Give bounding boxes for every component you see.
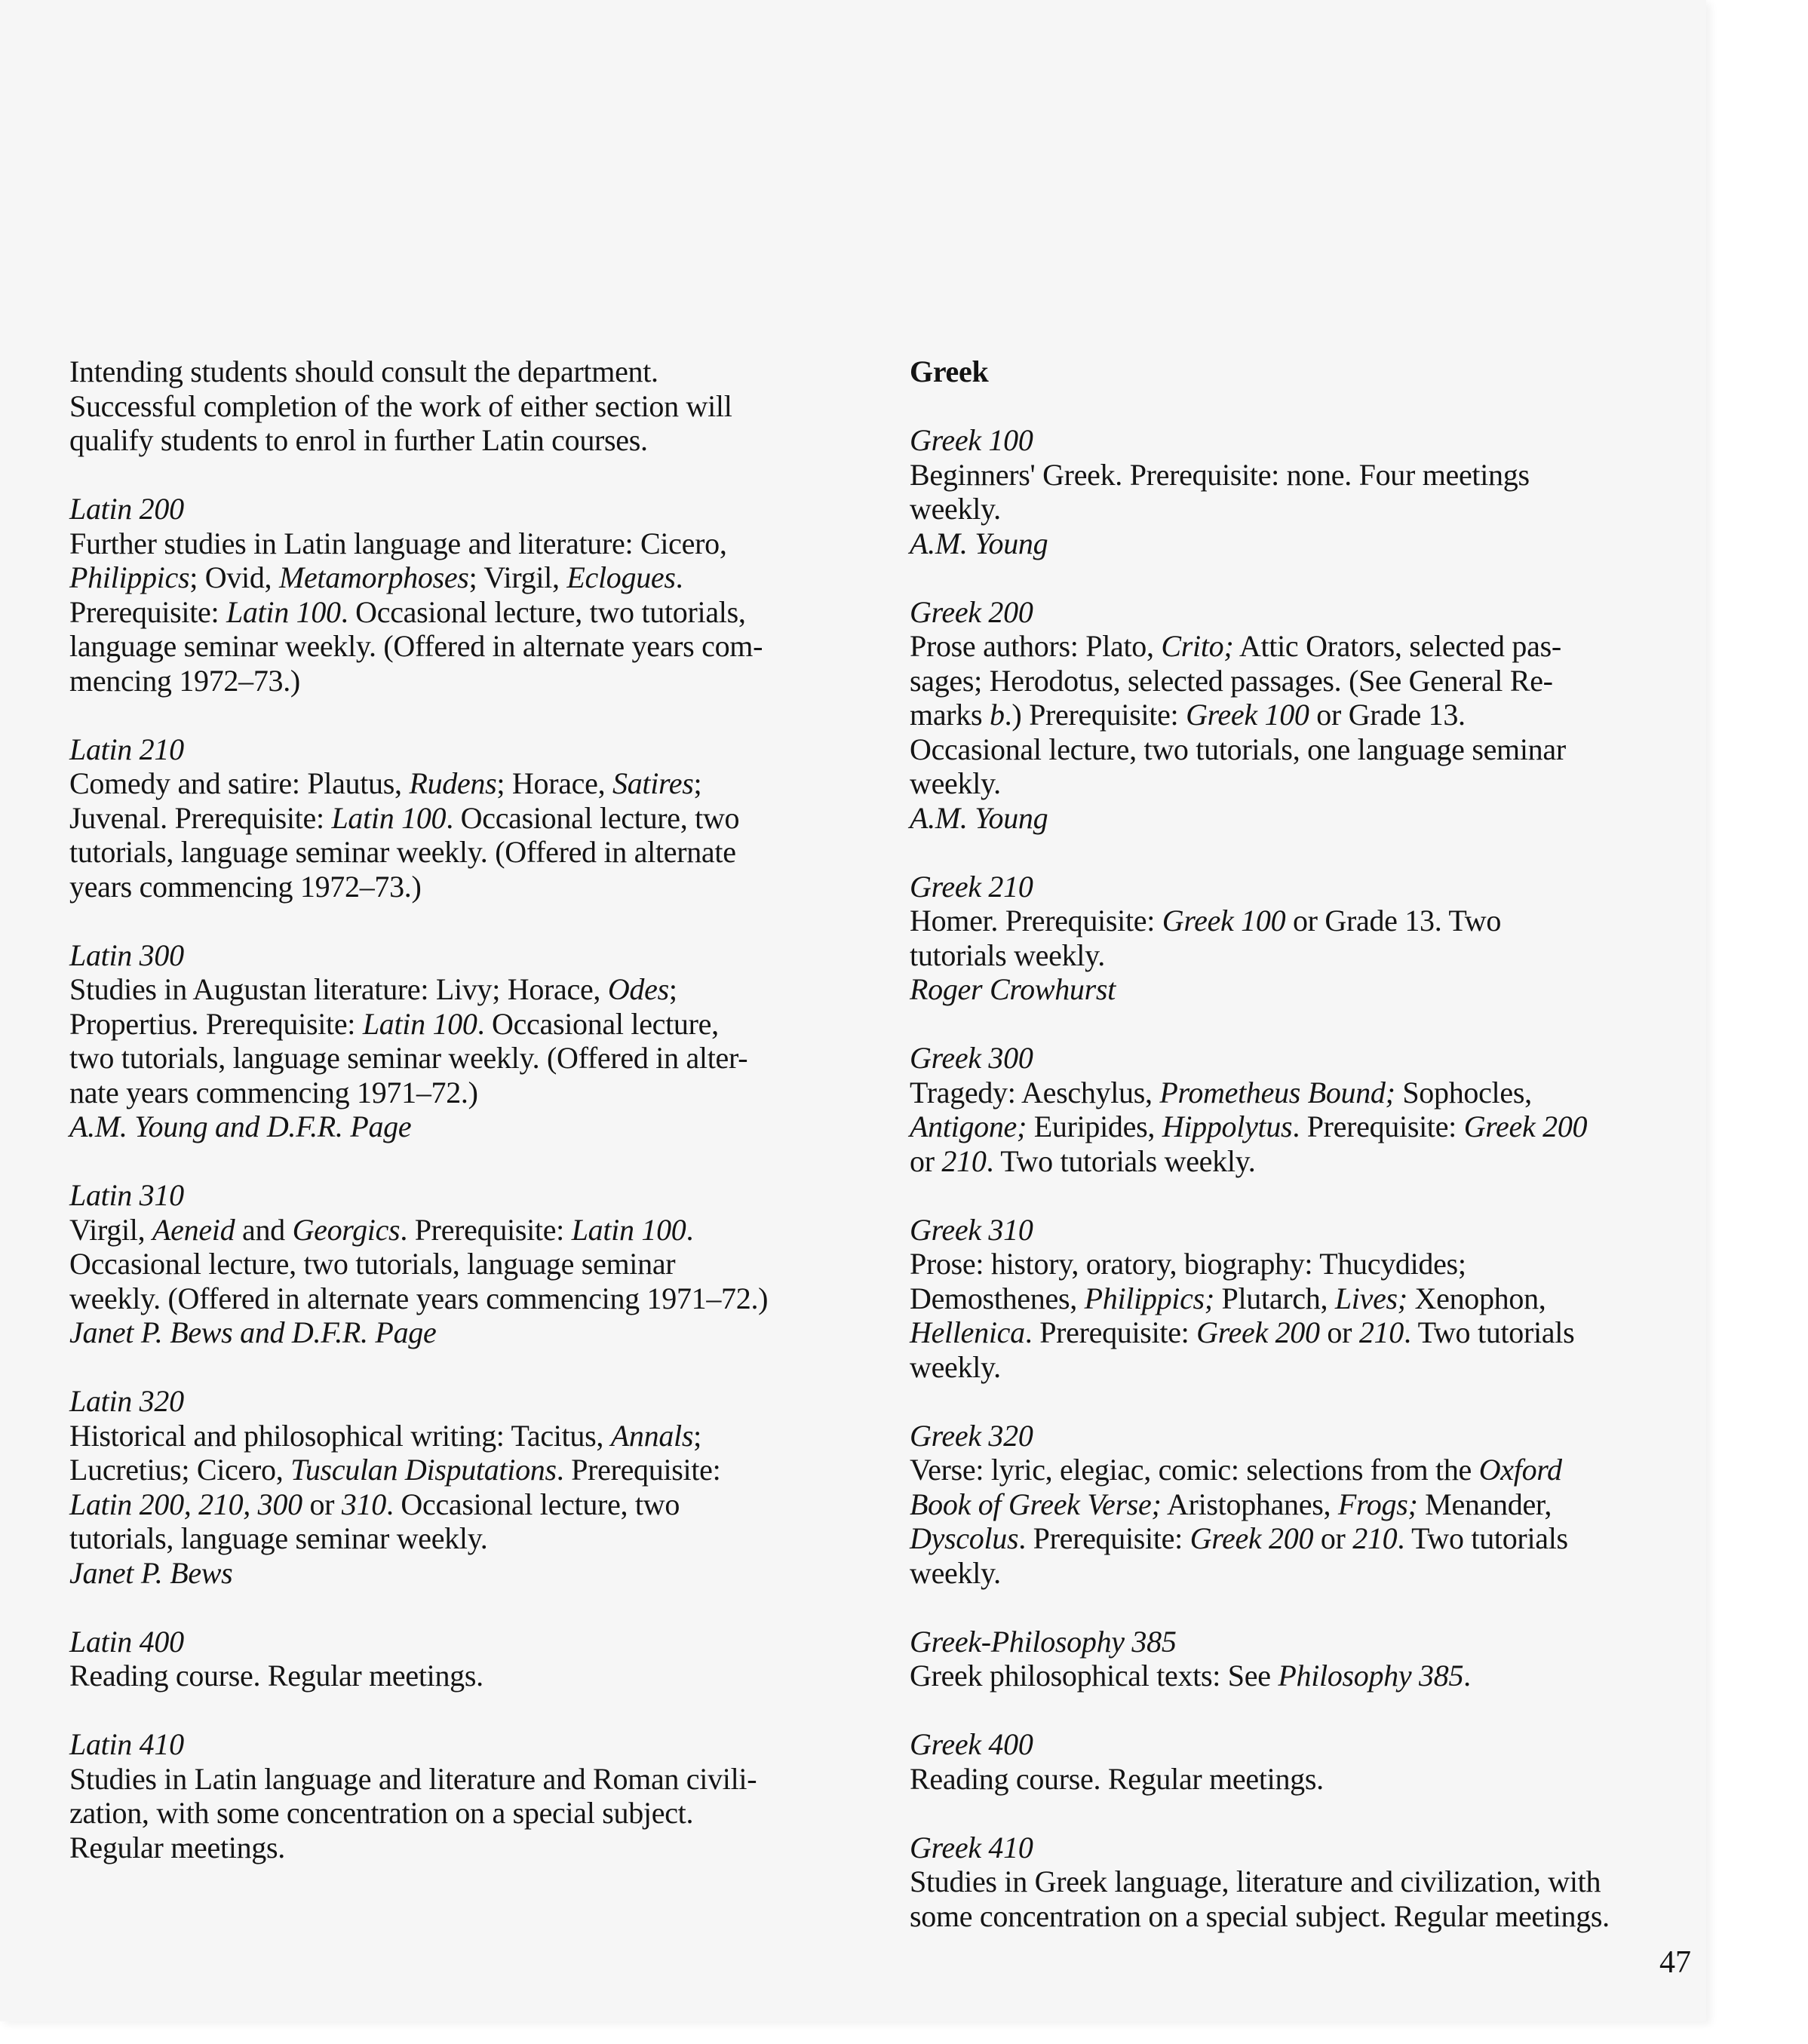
course-description-line: Prose authors: Plato, Crito; Attic Orators, selected pas- — [910, 629, 1561, 663]
course-description-line: sages; Herodotus, selected passages. (See General Re- — [910, 663, 1553, 698]
course-description-line: tutorials, language seminar weekly. — [69, 1521, 488, 1555]
course-description-line: Prerequisite: Latin 100. Occasional lecture, two tutorials, — [69, 594, 746, 629]
course-title: Greek 310 — [910, 1212, 1033, 1247]
course-description-line: mencing 1972–73.) — [69, 663, 300, 698]
page-number: 47 — [1659, 1945, 1691, 1980]
course-entry — [910, 1727, 1709, 1796]
course-entry — [69, 732, 884, 904]
course-entry — [910, 870, 1709, 1007]
course-entry — [69, 492, 884, 698]
course-description-line: tutorials weekly. — [910, 938, 1105, 972]
course-entry — [910, 1041, 1709, 1178]
course-title: Latin 200 — [69, 492, 184, 526]
course-description-line: weekly. — [910, 492, 1001, 526]
course-title: Greek 200 — [910, 594, 1033, 629]
course-description-line: language seminar weekly. (Offered in alternate years com- — [69, 629, 763, 663]
course-entry — [69, 938, 884, 1144]
course-title: Greek 400 — [910, 1727, 1033, 1761]
course-title: Latin 210 — [69, 732, 184, 766]
course-description-line: Studies in Greek language, literature and civilization, with — [910, 1864, 1601, 1898]
section-heading: Greek — [910, 354, 989, 388]
course-description-line: Philippics; Ovid, Metamorphoses; Virgil, Eclogues. — [69, 560, 683, 594]
course-description-line: Prose: history, oratory, biography: Thucydides; — [910, 1247, 1466, 1281]
latin-course-list — [69, 492, 884, 1864]
course-description-line: Further studies in Latin language and literature: Cicero, — [69, 526, 727, 560]
course-title: Greek 320 — [910, 1418, 1033, 1453]
course-title: Latin 310 — [69, 1178, 184, 1212]
intro-line: Intending students should consult the department. — [69, 354, 658, 388]
course-title: Greek 100 — [910, 423, 1033, 457]
course-entry — [69, 1178, 884, 1350]
course-description-line: zation, with some concentration on a special subject. — [69, 1796, 694, 1830]
greek-section — [910, 354, 1709, 389]
intro-paragraph — [69, 354, 884, 458]
course-title: Greek-Philosophy 385 — [910, 1624, 1177, 1659]
course-description-line: Verse: lyric, elegiac, comic: selections from the Oxford — [910, 1453, 1562, 1487]
course-description-line: Book of Greek Verse; Aristophanes, Frogs; Menander, — [910, 1487, 1552, 1521]
course-entry — [910, 1213, 1709, 1385]
course-instructor: A.M. Young and D.F.R. Page — [69, 1109, 412, 1143]
course-instructor: A.M. Young — [910, 526, 1048, 560]
course-entry — [910, 1625, 1709, 1693]
course-entry — [69, 1625, 884, 1693]
course-description-line: Occasional lecture, two tutorials, one language seminar — [910, 732, 1566, 766]
course-description-line: nate years commencing 1971–72.) — [69, 1075, 478, 1109]
course-description-line: weekly. — [910, 766, 1001, 800]
course-entry — [910, 1831, 1709, 1934]
right-column — [910, 354, 1709, 1933]
course-entry — [69, 1727, 884, 1864]
intro-line: qualify students to enrol in further Latin courses. — [69, 423, 648, 457]
greek-course-list — [910, 423, 1709, 1933]
course-description-line: Reading course. Regular meetings. — [910, 1761, 1324, 1796]
course-description-line: tutorials, language seminar weekly. (Offered in alternate — [69, 835, 736, 869]
course-title: Latin 410 — [69, 1727, 184, 1761]
course-title: Greek 410 — [910, 1830, 1033, 1864]
course-instructor: A.M. Young — [910, 800, 1048, 835]
course-description-line: Dyscolus. Prerequisite: Greek 200 or 210. Two tutorials — [910, 1521, 1568, 1555]
course-description-line: Beginners' Greek. Prerequisite: none. Four meetings — [910, 457, 1530, 492]
course-description-line: weekly. (Offered in alternate years commencing 1971–72.) — [69, 1281, 769, 1315]
course-description-line: years commencing 1972–73.) — [69, 869, 422, 904]
course-description-line: marks b.) Prerequisite: Greek 100 or Grade 13. — [910, 698, 1466, 732]
course-description-line: Virgil, Aeneid and Georgics. Prerequisite: Latin 100. — [69, 1212, 694, 1247]
course-description-line: Occasional lecture, two tutorials, language seminar — [69, 1247, 676, 1281]
course-description-line: Latin 200, 210, 300 or 310. Occasional lecture, two — [69, 1487, 680, 1521]
course-description-line: Juvenal. Prerequisite: Latin 100. Occasional lecture, two — [69, 800, 740, 835]
course-description-line: weekly. — [910, 1555, 1001, 1590]
course-title: Latin 300 — [69, 938, 184, 972]
course-description-line: Propertius. Prerequisite: Latin 100. Occasional lecture, — [69, 1006, 719, 1041]
left-column — [69, 354, 884, 1864]
course-instructor: Janet P. Bews — [69, 1555, 233, 1590]
course-title: Greek 300 — [910, 1041, 1033, 1075]
course-description-line: Studies in Latin language and literature and Roman civili- — [69, 1761, 757, 1796]
course-description-line: Regular meetings. — [69, 1830, 285, 1864]
course-description-line: or 210. Two tutorials weekly. — [910, 1143, 1256, 1178]
course-description-line: Tragedy: Aeschylus, Prometheus Bound; Sophocles, — [910, 1075, 1532, 1109]
course-description-line: Reading course. Regular meetings. — [69, 1659, 483, 1693]
course-description-line: Historical and philosophical writing: Tacitus, Annals; — [69, 1418, 701, 1453]
course-description-line: Comedy and satire: Plautus, Rudens; Horace, Satires; — [69, 766, 702, 800]
course-description-line: two tutorials, language seminar weekly. (Offered in alter- — [69, 1041, 748, 1075]
course-description-line: Hellenica. Prerequisite: Greek 200 or 210. Two tutorials — [910, 1315, 1575, 1349]
course-description-line: Greek philosophical texts: See Philosophy 385. — [910, 1659, 1471, 1693]
course-instructor: Roger Crowhurst — [910, 972, 1116, 1006]
course-description-line: weekly. — [910, 1349, 1001, 1384]
course-description-line: Studies in Augustan literature: Livy; Horace, Odes; — [69, 972, 677, 1006]
course-instructor: Janet P. Bews and D.F.R. Page — [69, 1315, 437, 1349]
course-title: Latin 400 — [69, 1624, 184, 1659]
course-description-line: Antigone; Euripides, Hippolytus. Prerequisite: Greek 200 — [910, 1109, 1588, 1143]
course-description-line: some concentration on a special subject. Regular meetings. — [910, 1898, 1610, 1933]
course-description-line: Lucretius; Cicero, Tusculan Disputations. Prerequisite: — [69, 1453, 721, 1487]
course-title: Greek 210 — [910, 869, 1033, 904]
course-entry — [910, 595, 1709, 836]
course-description-line: Homer. Prerequisite: Greek 100 or Grade 13. Two — [910, 904, 1502, 938]
course-title: Latin 320 — [69, 1384, 184, 1418]
course-entry — [910, 1419, 1709, 1591]
course-entry — [910, 423, 1709, 560]
course-entry — [69, 1384, 884, 1590]
course-description-line: Demosthenes, Philippics; Plutarch, Lives; Xenophon, — [910, 1281, 1546, 1315]
intro-line: Successful completion of the work of either section will — [69, 388, 732, 423]
